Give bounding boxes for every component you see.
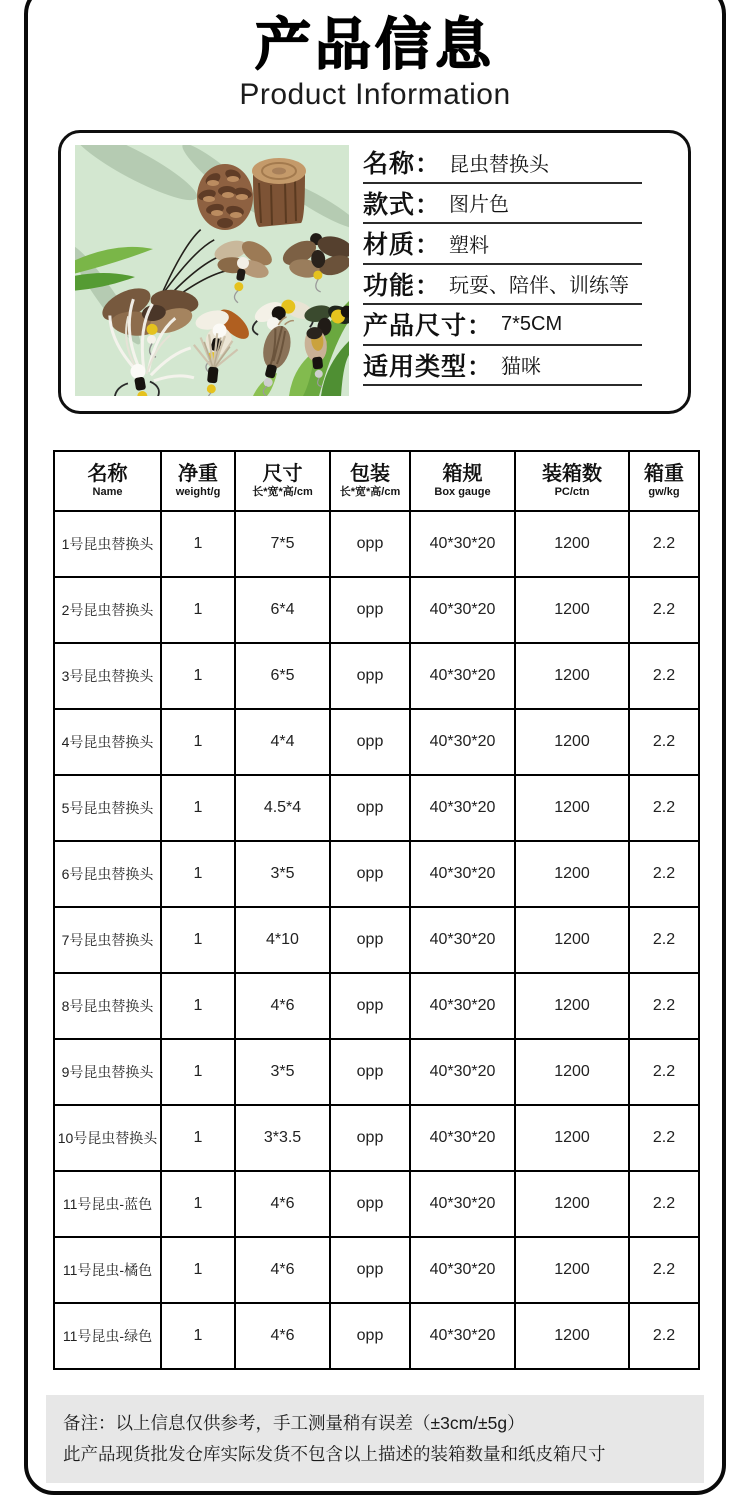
table-cell: 1200 [515,907,629,973]
table-cell: 4*6 [235,1303,330,1369]
table-row-4 [54,775,699,841]
table-cell: 40*30*20 [410,709,515,775]
table-cell: 40*30*20 [410,775,515,841]
table-row-3 [54,709,699,775]
table-cell: 2.2 [629,511,699,577]
table-cell: 1200 [515,1237,629,1303]
table-cell: opp [330,1303,410,1369]
column-header-en: Box gauge [434,485,491,498]
table-cell: 40*30*20 [410,643,515,709]
table-cell: 1 [161,577,235,643]
table-row-8 [54,1039,699,1105]
table-cell: opp [330,511,410,577]
table-cell: 5号昆虫替换头 [54,775,161,841]
table-cell: opp [330,1237,410,1303]
spec-value: 昆虫替换头 [449,153,550,176]
table-cell: 1 [161,1039,235,1105]
table-cell: 1200 [515,1303,629,1369]
table-cell: opp [330,1171,410,1237]
table-row-12 [54,1303,699,1369]
column-header-en: Name [92,485,123,498]
table-cell: 1200 [515,1039,629,1105]
table-cell: 4号昆虫替换头 [54,709,161,775]
spec-label: 功能： [363,271,442,300]
table-cell: opp [330,841,410,907]
packing-spec-table-header [54,451,699,511]
table-cell: 4*10 [235,907,330,973]
table-cell: 40*30*20 [410,907,515,973]
spec-row-3 [363,265,642,306]
table-cell: 2.2 [629,577,699,643]
table-cell: 1 [161,1237,235,1303]
column-header-en: 长*宽*高/cm [339,485,401,498]
wood-log [252,158,306,227]
column-header-4 [410,451,515,511]
column-header-zh: 尺寸 [262,462,303,485]
table-row-2 [54,643,699,709]
table-cell: 2.2 [629,907,699,973]
spec-row-0 [363,143,642,184]
table-row-1 [54,577,699,643]
table-cell: 11号昆虫-绿色 [54,1303,161,1369]
table-cell: 1200 [515,577,629,643]
remark-line-1: 备注：以上信息仅供参考，手工测量稍有误差（±3cm/±5g） [63,1413,525,1433]
spec-row-4 [363,305,642,346]
product-info-card [58,130,691,414]
page-title-zh: 产品信息 [255,13,495,76]
table-cell: 7*5 [235,511,330,577]
page-title-en: Product Information [239,77,511,111]
table-cell: 40*30*20 [410,511,515,577]
table-cell: 6号昆虫替换头 [54,841,161,907]
remark-note [46,1395,704,1483]
table-cell: 7号昆虫替换头 [54,907,161,973]
product-photo-illustration [75,145,349,396]
column-header-zh: 箱规 [442,462,483,485]
table-cell: 2.2 [629,1039,699,1105]
column-header-zh: 名称 [87,462,128,485]
packing-spec-table [53,450,700,1370]
spec-row-2 [363,224,642,265]
table-row-10 [54,1171,699,1237]
table-cell: opp [330,643,410,709]
column-header-zh: 箱重 [644,462,684,485]
table-cell: 2.2 [629,1237,699,1303]
table-cell: 4*6 [235,1171,330,1237]
table-cell: 11号昆虫-蓝色 [54,1171,161,1237]
table-cell: 1 [161,1303,235,1369]
column-header-zh: 装箱数 [542,462,602,485]
table-cell: opp [330,907,410,973]
table-cell: 4*6 [235,973,330,1039]
table-cell: opp [330,709,410,775]
table-cell: 9号昆虫替换头 [54,1039,161,1105]
table-cell: 1 [161,709,235,775]
table-cell: 1200 [515,643,629,709]
pinecone [197,164,253,230]
table-cell: opp [330,1105,410,1171]
column-header-2 [235,451,330,511]
table-cell: 1200 [515,775,629,841]
product-specs [349,133,688,411]
table-cell: 1200 [515,973,629,1039]
table-cell: 11号昆虫-橘色 [54,1237,161,1303]
table-cell: 3*5 [235,841,330,907]
table-cell: 1200 [515,1105,629,1171]
table-cell: opp [330,775,410,841]
spec-row-1 [363,184,642,225]
table-cell: 40*30*20 [410,1237,515,1303]
table-cell: 1 [161,973,235,1039]
table-cell: 4*6 [235,1237,330,1303]
page-title [0,14,750,112]
table-row-9 [54,1105,699,1171]
table-cell: 6*4 [235,577,330,643]
table-cell: 1 [161,775,235,841]
table-cell: 3*3.5 [235,1105,330,1171]
column-header-en: weight/g [175,485,221,498]
column-header-en: gw/kg [648,485,680,498]
table-row-6 [54,907,699,973]
table-cell: opp [330,1039,410,1105]
table-cell: 6*5 [235,643,330,709]
table-cell: 2.2 [629,775,699,841]
table-cell: opp [330,577,410,643]
table-row-11 [54,1237,699,1303]
table-cell: 2.2 [629,709,699,775]
table-cell: 1 [161,1171,235,1237]
table-row-5 [54,841,699,907]
spec-value: 玩耍、陪伴、训练等 [449,275,630,298]
table-cell: 2.2 [629,1303,699,1369]
table-cell: 10号昆虫替换头 [54,1105,161,1171]
column-header-zh: 净重 [178,462,218,485]
table-cell: 40*30*20 [410,1171,515,1237]
table-cell: 2.2 [629,973,699,1039]
table-cell: 40*30*20 [410,1105,515,1171]
table-cell: 1200 [515,709,629,775]
spec-value: 猫咪 [501,356,542,379]
column-header-6 [629,451,699,511]
table-cell: 1 [161,643,235,709]
spec-value: 7*5CM [501,312,563,335]
table-row-0 [54,511,699,577]
table-cell: 1 [161,1105,235,1171]
column-header-3 [330,451,410,511]
column-header-5 [515,451,629,511]
spec-value: 图片色 [449,194,510,217]
column-header-en: PC/ctn [554,485,590,498]
table-row-7 [54,973,699,1039]
table-cell: 2.2 [629,1105,699,1171]
table-cell: 1号昆虫替换头 [54,511,161,577]
spec-row-5 [363,346,642,387]
table-cell: 40*30*20 [410,973,515,1039]
table-cell: 3*5 [235,1039,330,1105]
table-cell: 40*30*20 [410,1303,515,1369]
column-header-zh: 包装 [350,462,390,485]
spec-label: 款式： [363,190,442,219]
table-cell: 2.2 [629,841,699,907]
packing-spec-table-body [54,511,699,1369]
table-cell: 8号昆虫替换头 [54,973,161,1039]
table-cell: 40*30*20 [410,1039,515,1105]
table-cell: 3号昆虫替换头 [54,643,161,709]
table-cell: 4.5*4 [235,775,330,841]
spec-label: 材质： [363,231,442,260]
table-cell: 40*30*20 [410,841,515,907]
table-cell: 1200 [515,1171,629,1237]
table-cell: 2号昆虫替换头 [54,577,161,643]
table-cell: 1 [161,907,235,973]
table-cell: 2.2 [629,1171,699,1237]
table-cell: 1200 [515,841,629,907]
table-cell: 1 [161,841,235,907]
table-cell: 1200 [515,511,629,577]
table-cell: 40*30*20 [410,577,515,643]
spec-label: 适用类型： [363,352,494,381]
spec-label: 产品尺寸： [363,312,494,341]
table-cell: opp [330,973,410,1039]
column-header-en: 长*宽*高/cm [252,485,313,498]
spec-value: 塑料 [449,234,490,257]
table-cell: 1 [161,511,235,577]
table-cell: 4*4 [235,709,330,775]
table-cell: 2.2 [629,643,699,709]
spec-label: 名称： [363,150,442,179]
remark-line-2: 此产品现货批发仓库实际发货不包含以上描述的装箱数量和纸皮箱尺寸 [63,1443,606,1464]
product-photo [75,145,349,396]
column-header-1 [161,451,235,511]
column-header-0 [54,451,161,511]
